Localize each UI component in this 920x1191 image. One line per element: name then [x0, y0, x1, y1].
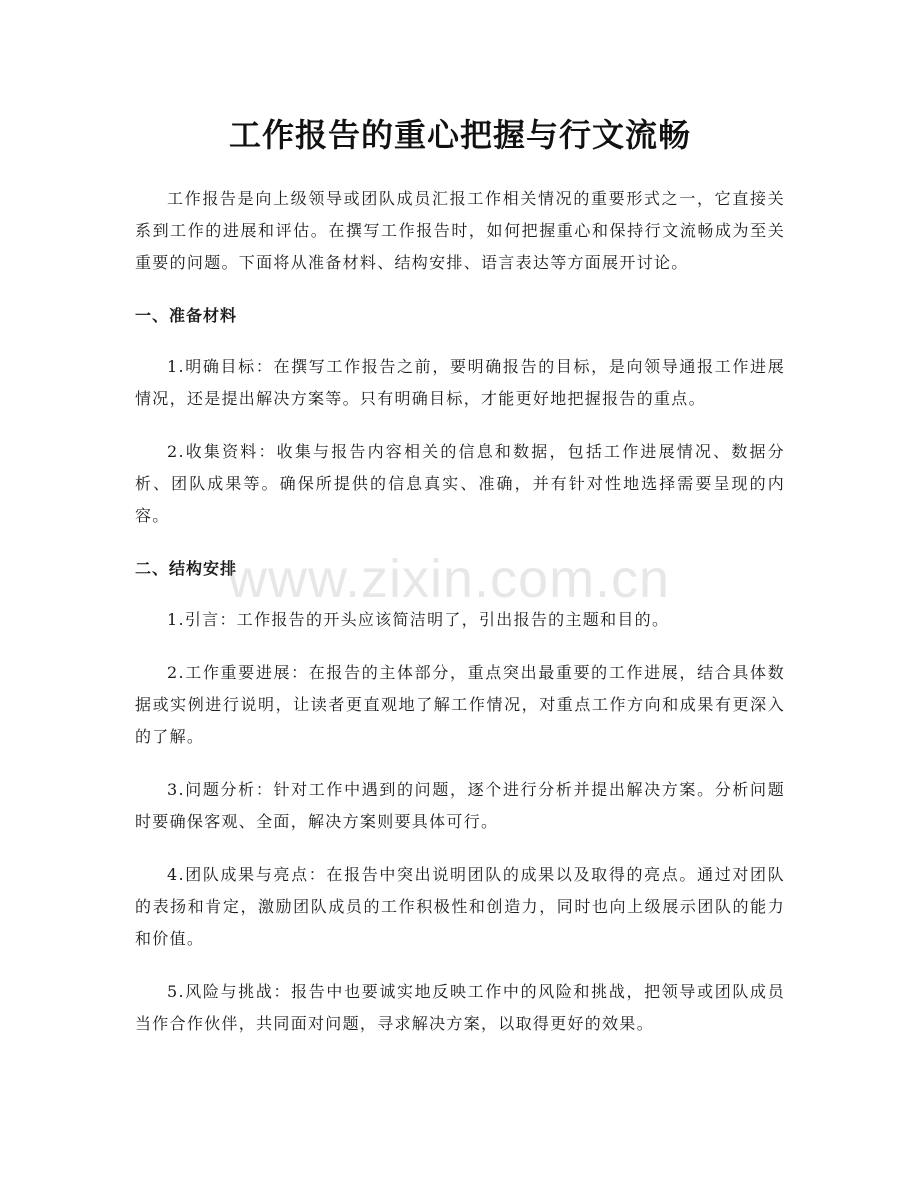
paragraph-collect-data: 2.收集资料：收集与报告内容相关的信息和数据，包括工作进展情况、数据分析、团队成果等。确保所提供的信息真实、准确，并有针对性地选择需要呈现的内容。	[135, 442, 785, 525]
intro-paragraph: 工作报告是向上级领导或团队成员汇报工作相关情况的重要形式之一，它直接关系到工作的进展和评估。在撰写工作报告时，如何把握重心和保持行文流畅成为至关重要的问题。下面将从准备材料、结构安排、语言表达等方面展开讨论。	[135, 189, 785, 272]
section-heading-structure: 二、结构安排	[135, 559, 238, 578]
paragraph-problem-analysis: 3.问题分析：针对工作中遇到的问题，逐个进行分析并提出解决方案。分析问题时要确保客观、全面，解决方案则要具体可行。	[135, 780, 785, 831]
paragraph-introduction: 1.引言：工作报告的开头应该简洁明了，引出报告的主题和目的。	[167, 610, 670, 629]
paragraph-clear-goal: 1.明确目标：在撰写工作报告之前，要明确报告的目标，是向领导通报工作进展情况，还是提出解决方案等。只有明确目标，才能更好地把握报告的重点。	[135, 357, 785, 408]
page-title: 工作报告的重心把握与行文流畅	[228, 116, 691, 154]
document-body	[135, 183, 785, 1061]
paragraph-key-progress: 2.工作重要进展：在报告的主体部分，重点突出最重要的工作进展，结合具体数据或实例进行说明，让读者更直观地了解工作情况，对重点工作方向和成果有更深入的了解。	[135, 663, 785, 746]
paragraph-team-achievements: 4.团队成果与亮点：在报告中突出说明团队的成果以及取得的亮点。通过对团队的表扬和肯定，激励团队成员的工作积极性和创造力，同时也向上级展示团队的能力和价值。	[135, 865, 785, 948]
watermark: www.zixin.com.cn	[228, 549, 671, 609]
section-heading-prepare-materials: 一、准备材料	[135, 306, 238, 325]
paragraph-risks-challenges: 5.风险与挑战：报告中也要诚实地反映工作中的风险和挑战，把领导或团队成员当作合作伙伴，共同面对问题，寻求解决方案，以取得更好的效果。	[135, 982, 785, 1033]
